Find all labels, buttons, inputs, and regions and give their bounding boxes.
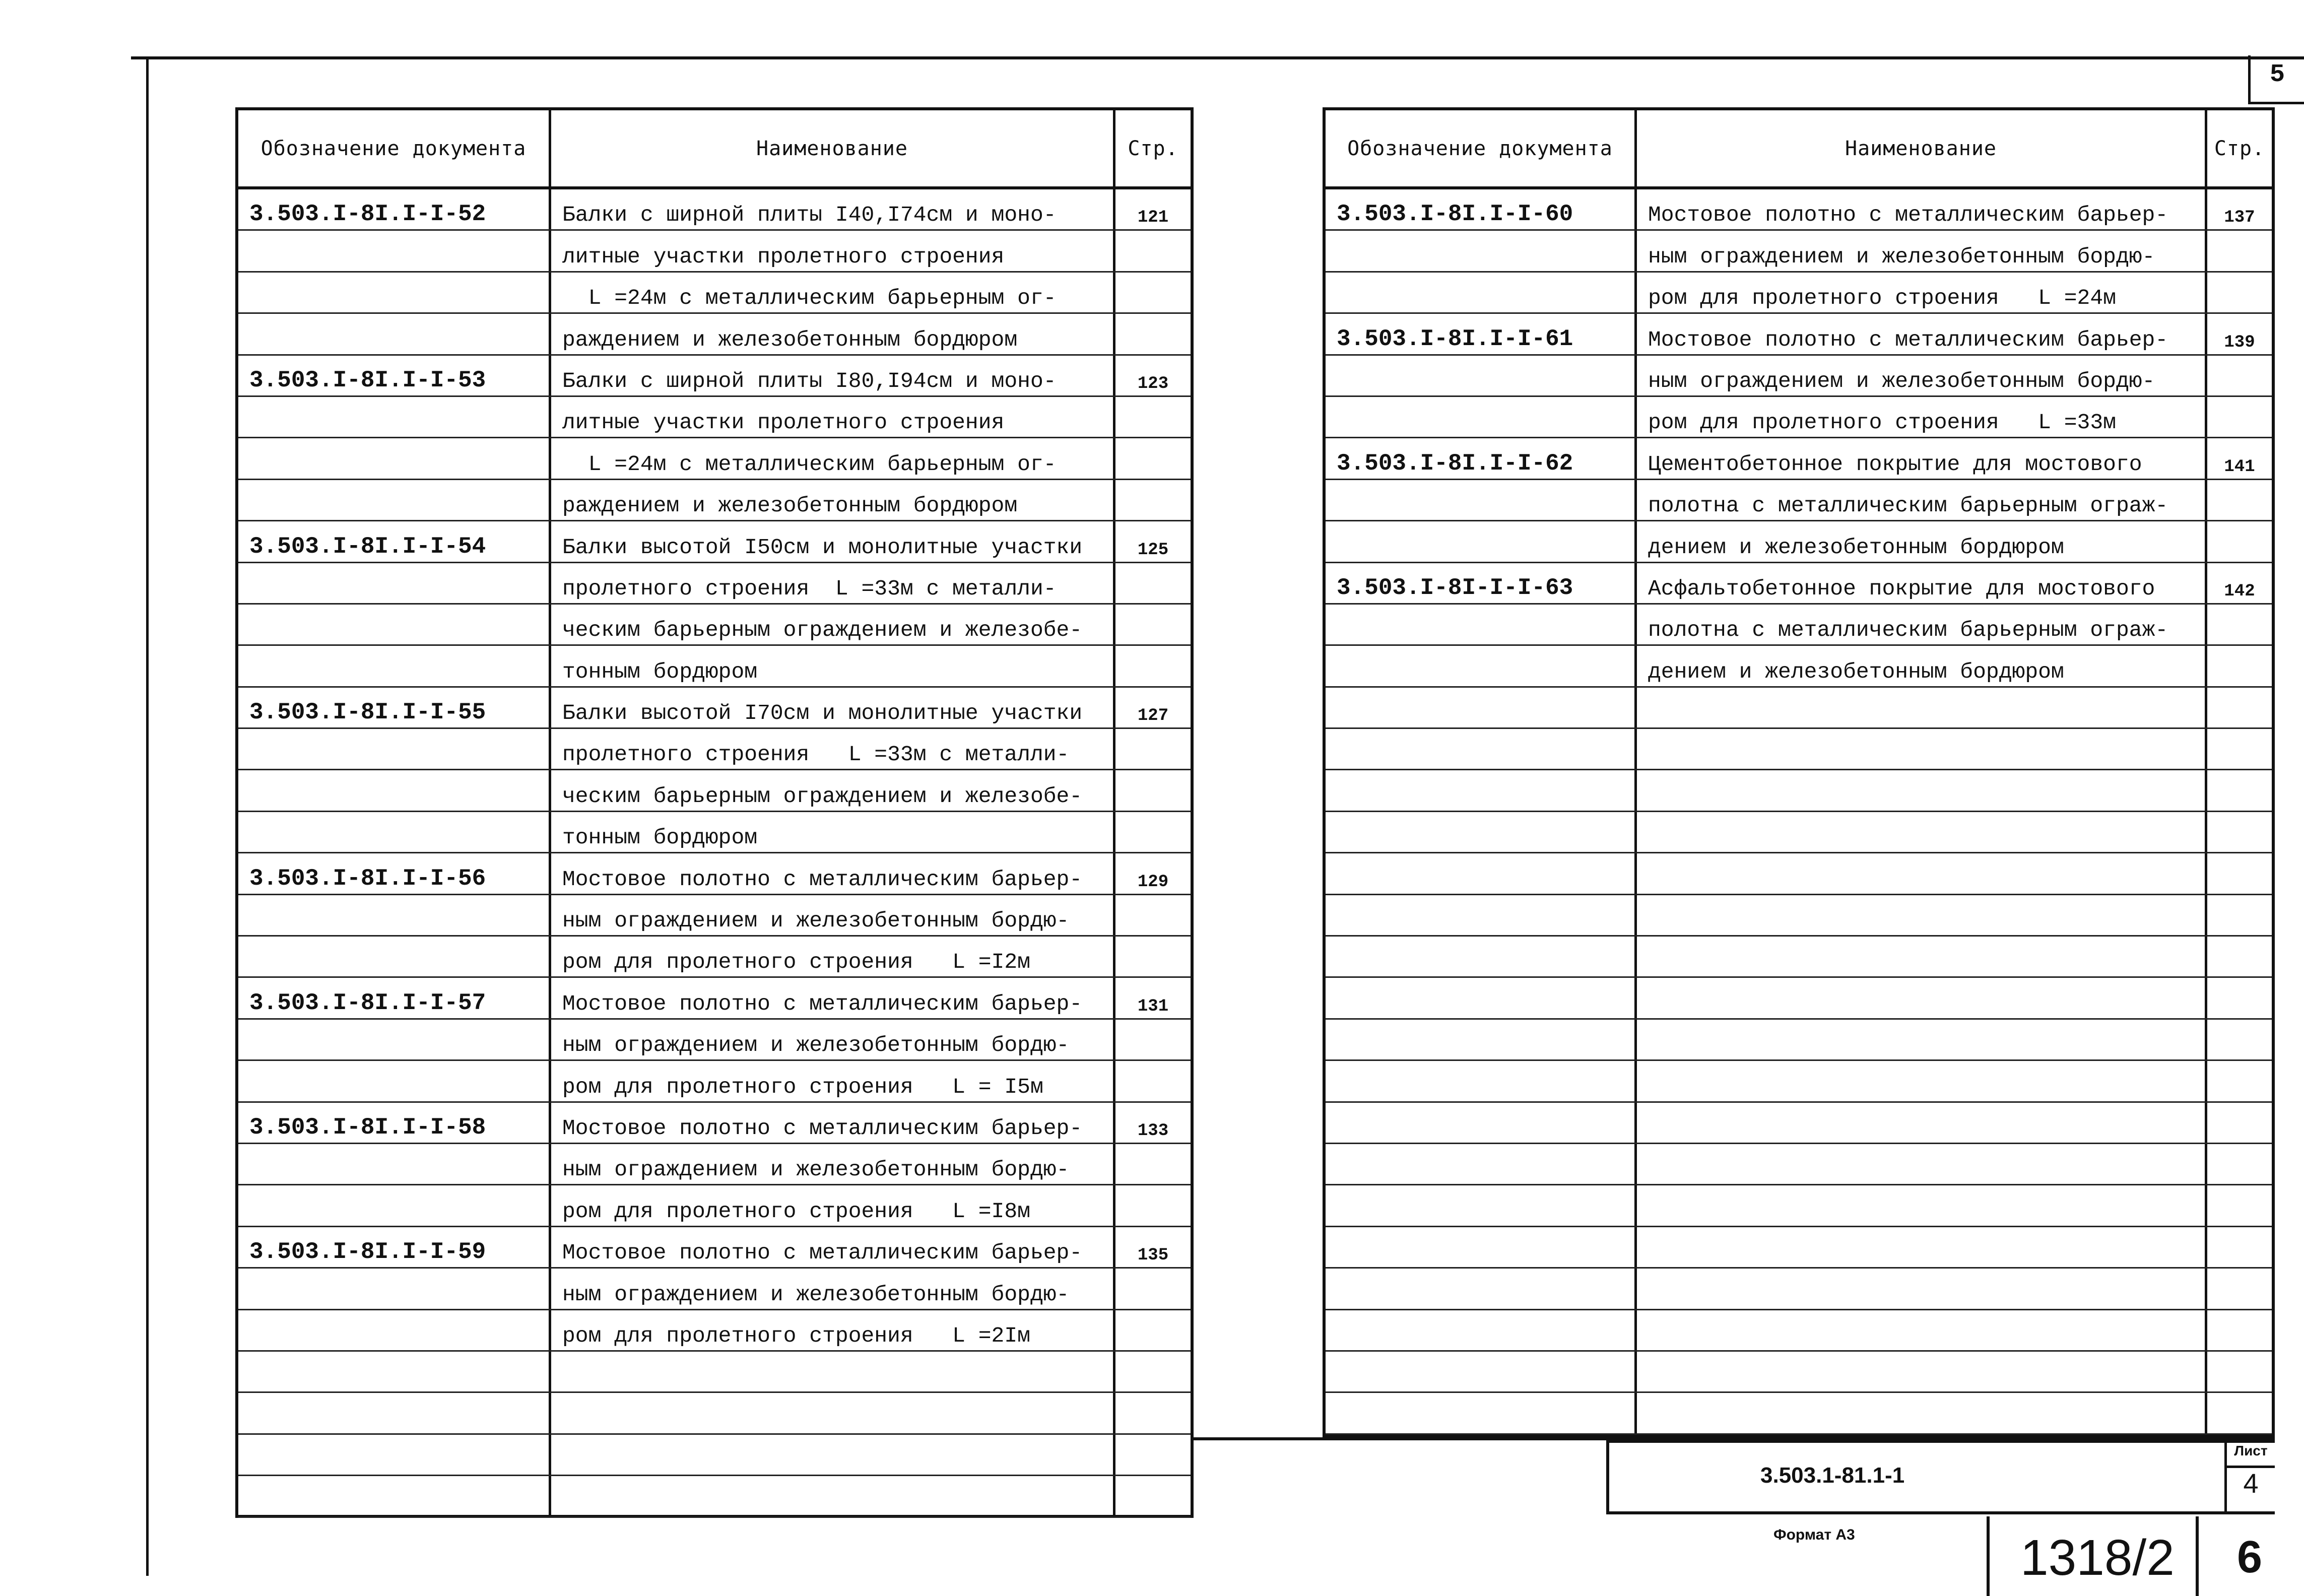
document-code: 3.503.I-8I.I-I-54 [238,521,551,561]
document-code: 3.503.I-8I.I-I-52 [238,189,551,229]
empty-cell [238,397,551,437]
document-name-line: ным ограждением и железобетонным бордю- [551,1269,1115,1308]
table-row [238,521,1191,563]
empty-cell [238,1310,551,1350]
empty-cell [1637,729,2207,769]
empty-row [1326,895,2272,937]
empty-cell [238,1144,551,1184]
empty-cell [2207,356,2272,395]
document-name-line: Мостовое полотно с металлическим барьер- [551,1227,1115,1267]
document-name-line: дением и железобетонным бордюром [1637,521,2207,561]
empty-cell [2207,853,2272,893]
document-name-line: дением и железобетонным бордюром [1637,646,2207,686]
document-code: 3.503.I-8I.I-I-57 [238,978,551,1018]
table-row [238,438,1191,480]
empty-cell [1115,480,1191,520]
table-row [238,1103,1191,1144]
empty-cell [238,438,551,478]
empty-row [1326,770,2272,812]
document-code: 3.503.I-8I.I-I-61 [1326,314,1637,354]
table-row [1326,438,2272,480]
document-name-line: Балки высотой I50см и монолитные участки [551,521,1115,561]
table-row [238,189,1191,231]
document-name-line: ным ограждением и железобетонным бордю- [551,1020,1115,1059]
empty-cell [1115,438,1191,478]
table-row [1326,356,2272,397]
empty-cell [2207,646,2272,686]
document-code: 3.503.I-8I-I-I-63 [1326,563,1637,603]
empty-cell [1326,1103,1637,1143]
empty-cell [1115,314,1191,354]
format-label: Формат А3 [1773,1526,1855,1543]
document-code: 3.503.I-8I.I-I-60 [1326,189,1637,229]
table-row [238,480,1191,521]
empty-cell [1115,1310,1191,1350]
album-number: 1318/2 [2020,1530,2175,1586]
top-frame-line [131,56,2304,59]
empty-row [1326,937,2272,978]
document-name-line: полотна с металлическим барьерным ограж- [1637,480,2207,520]
empty-row [1326,1185,2272,1227]
empty-cell [1326,688,1637,727]
empty-row [238,1393,1191,1434]
empty-cell [1115,937,1191,976]
empty-cell [2207,521,2272,561]
page-number-cell: 131 [1137,996,1169,1016]
empty-cell [2207,1061,2272,1101]
empty-cell [238,895,551,935]
document-name-line: ным ограждением и железобетонным бордю- [1637,231,2207,271]
page-number-cell: 127 [1137,706,1169,726]
empty-cell [1115,1435,1191,1475]
empty-cell [1326,646,1637,686]
empty-cell [2207,770,2272,810]
empty-cell [238,812,551,852]
empty-cell [2207,231,2272,271]
empty-cell [1115,1185,1191,1225]
empty-cell [1637,1061,2207,1101]
empty-cell [1115,1393,1191,1433]
empty-cell [238,1476,551,1516]
right-document-table [1323,107,2275,1437]
empty-cell [2207,729,2272,769]
left-document-table [235,107,1194,1518]
empty-cell [1115,895,1191,935]
document-name-line: ческим барьерным ограждением и железобе- [551,605,1115,644]
document-name-line: Мостовое полотно с металлическим барьер- [551,1103,1115,1143]
page-number-cell: 125 [1137,540,1169,560]
empty-cell [1637,812,2207,852]
empty-cell [1326,937,1637,976]
empty-cell [1326,231,1637,271]
empty-cell [2207,273,2272,312]
page-number: 6 [2237,1532,2263,1582]
empty-cell [2207,1144,2272,1184]
document-name-line: Мостовое полотно с металлическим барьер- [551,978,1115,1018]
document-name-line: Балки с ширной плиты I40,I74см и моно- [551,189,1115,229]
empty-row [238,1435,1191,1476]
header-designation: Обозначение документа [1326,110,1637,186]
table-row [238,1185,1191,1227]
empty-cell [1326,397,1637,437]
document-name-line: ром для пролетного строения L =I8м [551,1185,1115,1225]
empty-cell [1115,397,1191,437]
sheet-number-top: 5 [2270,60,2285,89]
empty-cell [2207,480,2272,520]
document-code: 3.503.I-8I.I-I-62 [1326,438,1637,478]
empty-cell [1637,1310,2207,1350]
table-row [1326,646,2272,687]
empty-cell [1115,1352,1191,1391]
empty-cell [238,480,551,520]
page-number-cell: 135 [1137,1246,1169,1266]
document-code: 3.503.I-8I.I-I-55 [238,688,551,727]
document-name-line: литные участки пролетного строения [551,231,1115,271]
table-row [238,1269,1191,1310]
empty-cell [1115,563,1191,603]
table-row [238,729,1191,770]
document-name-line: Балки высотой I70см и монолитные участки [551,688,1115,727]
empty-cell [238,1269,551,1308]
document-name-line: Цементобетонное покрытие для мостового [1637,438,2207,478]
empty-cell [1637,1393,2207,1433]
empty-cell [1326,1020,1637,1059]
document-name-line: ным ограждением и железобетонным бордю- [551,895,1115,935]
empty-cell [1326,605,1637,644]
page-number-cell: 142 [2224,581,2255,601]
empty-cell [1637,978,2207,1018]
empty-row [1326,1061,2272,1102]
table-row [238,231,1191,272]
table-row [238,314,1191,355]
empty-cell [1115,1020,1191,1059]
empty-cell [1637,688,2207,727]
empty-cell [2207,1020,2272,1059]
document-name-line: ром для пролетного строения L =2Iм [551,1310,1115,1350]
stamp-designation: 3.503.1-81.1-1 [1760,1463,1905,1488]
page-number-cell: 137 [2224,208,2255,228]
empty-cell [238,1185,551,1225]
empty-row [238,1352,1191,1393]
page-number-cell: 133 [1137,1121,1169,1141]
sheet-label: Лист [2227,1443,2275,1468]
header-page: Стр. [1128,137,1178,160]
empty-cell [551,1352,1115,1391]
table-row [238,978,1191,1019]
table-row [1326,480,2272,521]
empty-row [1326,1269,2272,1310]
empty-cell [1326,1269,1637,1308]
table-row [238,812,1191,853]
empty-cell [1115,231,1191,271]
empty-cell [1326,853,1637,893]
empty-row [1326,1103,2272,1144]
document-name-line: тонным бордюром [551,646,1115,686]
empty-cell [2207,937,2272,976]
page-number-cell: 129 [1137,872,1169,892]
document-name-line: Асфальтобетонное покрытие для мостового [1637,563,2207,603]
album-box-left [1987,1516,1990,1596]
empty-cell [1637,1227,2207,1267]
document-name-line: ром для пролетного строения L =I2м [551,937,1115,976]
empty-cell [2207,812,2272,852]
document-name-line: раждением и железобетонным бордюром [551,314,1115,354]
table-row [238,1144,1191,1185]
document-name-line: полотна с металлическим барьерным ограж- [1637,605,2207,644]
table-row [1326,314,2272,355]
empty-cell [551,1435,1115,1475]
empty-cell [2207,1393,2272,1433]
table-header [238,110,1191,189]
empty-cell [1326,770,1637,810]
empty-cell [1637,1144,2207,1184]
empty-row [1326,1144,2272,1185]
document-name-line: литные участки пролетного строения [551,397,1115,437]
page-number-cell: 141 [2224,457,2255,477]
empty-cell [2207,978,2272,1018]
empty-cell [1326,895,1637,935]
empty-row [238,1476,1191,1517]
sheet-number-box-line [2248,102,2304,104]
table-row [238,853,1191,895]
empty-cell [1326,1310,1637,1350]
empty-cell [1637,1352,2207,1391]
document-name-line: ром для пролетного строения L =33м [1637,397,2207,437]
sheet-value: 4 [2243,1469,2259,1499]
table-row [238,895,1191,937]
document-name-line: Мостовое полотно с металлическим барьер- [1637,189,2207,229]
empty-cell [238,563,551,603]
empty-cell [1326,812,1637,852]
header-name: Наименование [551,110,1115,186]
empty-cell [238,1020,551,1059]
document-name-line: ным ограждением и железобетонным бордю- [551,1144,1115,1184]
album-box-right [2196,1516,2199,1596]
document-name-line: ром для пролетного строения L = I5м [551,1061,1115,1101]
empty-cell [1115,812,1191,852]
empty-cell [1637,895,2207,935]
empty-cell [238,937,551,976]
table-row [238,356,1191,397]
empty-cell [1326,978,1637,1018]
table-row [238,937,1191,978]
empty-row [1326,1393,2272,1434]
table-row [238,688,1191,729]
document-name-line: ным ограждением и железобетонным бордю- [1637,356,2207,395]
empty-cell [238,1435,551,1475]
table-row [1326,189,2272,231]
empty-cell [1326,356,1637,395]
empty-cell [2207,1269,2272,1308]
empty-cell [2207,1103,2272,1143]
empty-cell [1115,273,1191,312]
table-row [238,1061,1191,1102]
empty-cell [1326,273,1637,312]
empty-cell [1637,1020,2207,1059]
table-row [1326,521,2272,563]
table-row [1326,397,2272,438]
empty-cell [1637,1185,2207,1225]
table-row [238,1227,1191,1269]
empty-cell [2207,895,2272,935]
page-number-cell: 123 [1137,374,1169,393]
empty-row [1326,688,2272,729]
document-name-line: Балки с ширной плиты I80,I94см и моно- [551,356,1115,395]
table-row [1326,605,2272,646]
empty-cell [1326,1185,1637,1225]
empty-cell [238,646,551,686]
document-code: 3.503.I-8I.I-I-58 [238,1103,551,1143]
header-page: Стр. [2214,137,2265,160]
empty-cell [1326,729,1637,769]
empty-cell [1115,605,1191,644]
empty-cell [1637,937,2207,976]
empty-cell [238,314,551,354]
empty-cell [1637,770,2207,810]
table-row [1326,273,2272,314]
table-row [238,1310,1191,1352]
table-header [1326,110,2272,189]
page-number-cell: 121 [1137,208,1169,228]
document-name-line: L =24м с металлическим барьерным ог- [551,438,1115,478]
empty-cell [1326,521,1637,561]
empty-cell [1637,1103,2207,1143]
empty-cell [2207,1227,2272,1267]
empty-cell [2207,397,2272,437]
empty-cell [2207,1185,2272,1225]
empty-cell [1115,1061,1191,1101]
empty-cell [1115,1476,1191,1516]
empty-cell [1115,646,1191,686]
document-name-line: пролетного строения L =33м с металли- [551,729,1115,769]
table-row [238,563,1191,605]
table-row [238,605,1191,646]
table-row [238,397,1191,438]
document-name-line: ром для пролетного строения L =24м [1637,273,2207,312]
empty-cell [1326,1061,1637,1101]
empty-cell [238,1393,551,1433]
empty-row [1326,1310,2272,1352]
empty-cell [238,605,551,644]
empty-cell [238,729,551,769]
empty-cell [238,231,551,271]
document-name-line: раждением и железобетонным бордюром [551,480,1115,520]
empty-cell [2207,605,2272,644]
empty-cell [238,770,551,810]
empty-cell [1115,1144,1191,1184]
sheet-box [2224,1443,2275,1511]
empty-row [1326,853,2272,895]
empty-cell [1326,1227,1637,1267]
table-row [1326,231,2272,272]
empty-cell [1115,1269,1191,1308]
empty-cell [238,273,551,312]
empty-cell [1637,1269,2207,1308]
document-name-line: Мостовое полотно с металлическим барьер- [1637,314,2207,354]
empty-cell [2207,1352,2272,1391]
empty-cell [1326,1352,1637,1391]
empty-cell [1326,480,1637,520]
empty-cell [1326,1393,1637,1433]
header-name: Наименование [1637,110,2207,186]
empty-row [1326,812,2272,853]
left-frame-line [146,59,149,1576]
table-body [238,189,1191,1518]
empty-cell [1637,853,2207,893]
empty-cell [238,1061,551,1101]
table-row [238,273,1191,314]
title-block [1606,1440,2275,1514]
document-name-line: пролетного строения L =33м с металли- [551,563,1115,603]
empty-row [1326,729,2272,770]
empty-cell [2207,1310,2272,1350]
empty-cell [238,1352,551,1391]
header-designation: Обозначение документа [238,110,551,186]
table-body [1326,189,2272,1435]
document-code: 3.503.I-8I.I-I-56 [238,853,551,893]
table-row [238,646,1191,687]
document-code: 3.503.I-8I.I-I-59 [238,1227,551,1267]
right-frame-line [2248,55,2251,103]
empty-cell [1115,770,1191,810]
empty-row [1326,1020,2272,1061]
empty-cell [1326,1144,1637,1184]
table-row [238,1020,1191,1061]
empty-cell [551,1393,1115,1433]
empty-row [1326,1227,2272,1269]
document-code: 3.503.I-8I.I-I-53 [238,356,551,395]
table-row [238,770,1191,812]
empty-cell [551,1476,1115,1516]
document-name-line: тонным бордюром [551,812,1115,852]
document-name-line: Мостовое полотно с металлическим барьер- [551,853,1115,893]
document-name-line: ческим барьерным ограждением и железобе- [551,770,1115,810]
empty-row [1326,978,2272,1019]
document-name-line: L =24м с металлическим барьерным ог- [551,273,1115,312]
table-row [1326,563,2272,605]
empty-cell [1115,729,1191,769]
empty-cell [2207,688,2272,727]
page-number-cell: 139 [2224,332,2255,352]
empty-row [1326,1352,2272,1393]
